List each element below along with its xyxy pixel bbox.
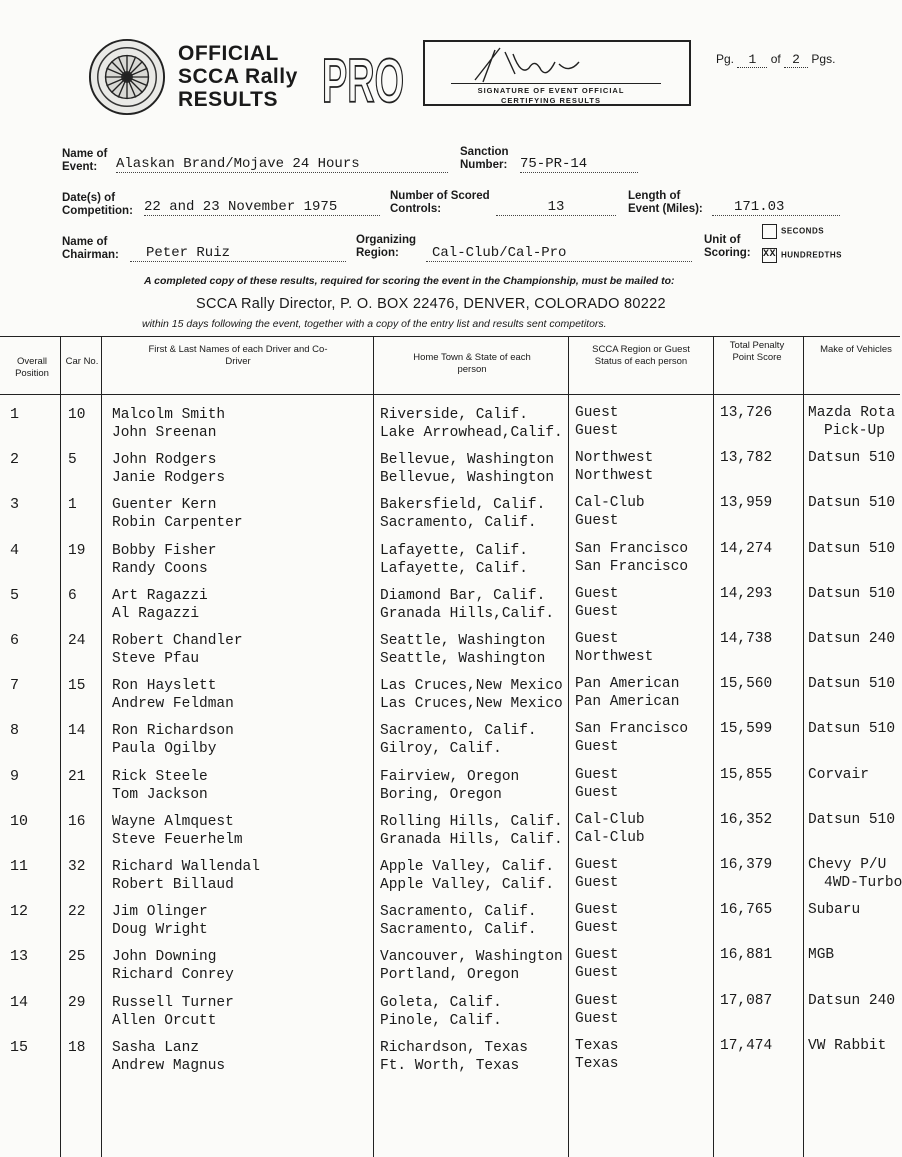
cell-make1: Datsun 510 <box>808 540 896 557</box>
cell-reg1: Guest <box>575 631 619 647</box>
cell-pos: 5 <box>10 586 20 604</box>
cell-car: 21 <box>68 768 86 785</box>
cell-pos: 13 <box>10 948 29 966</box>
event-label: Name of Event: <box>62 148 108 173</box>
cell-town1: Rolling Hills, Calif. <box>380 813 563 830</box>
cell-driver: Bobby Fisher <box>112 542 217 559</box>
cell-town1: Seattle, Washington <box>380 633 546 649</box>
cell-pos: 6 <box>10 632 20 649</box>
cell-pos: 8 <box>10 722 20 740</box>
cell-score: 14,274 <box>720 540 773 557</box>
sanction-label: Sanction Number: <box>460 146 509 171</box>
cell-score: 15,599 <box>720 721 773 738</box>
cell-reg2: Guest <box>575 965 619 982</box>
cell-score: 14,738 <box>720 631 773 647</box>
cell-driver: John Rodgers <box>112 452 217 469</box>
table-top-border <box>0 336 900 337</box>
cell-town2: Portland, Oregon <box>380 967 520 984</box>
cell-make1: Datsun 510 <box>808 450 896 467</box>
unit-label: Unit of Scoring: <box>704 234 751 259</box>
cell-pos: 10 <box>10 812 29 830</box>
cell-pos: 9 <box>10 767 20 785</box>
cell-make1: Datsun 510 <box>808 495 896 512</box>
header-region: SCCA Region or Guest Status of each person <box>592 344 690 367</box>
cell-town1: Bellevue, Washington <box>380 452 555 469</box>
cell-town2: Gilroy, Calif. <box>380 741 502 758</box>
cell-car: 14 <box>68 723 86 740</box>
cell-car: 15 <box>68 678 86 695</box>
cell-town2: Lafayette, Calif. <box>380 560 528 577</box>
cell-make1: Mazda Rota <box>808 405 896 421</box>
cell-car: 10 <box>68 407 86 423</box>
cell-score: 13,959 <box>720 495 773 512</box>
cell-score: 17,474 <box>720 1037 773 1054</box>
cell-reg2: San Francisco <box>575 558 689 575</box>
cell-score: 15,560 <box>720 676 773 693</box>
cell-reg2: Guest <box>575 875 619 891</box>
cell-driver: Richard Wallendal <box>112 859 260 875</box>
cell-score: 16,765 <box>720 902 773 919</box>
cell-codriver: Richard Conrey <box>112 967 234 984</box>
cell-codriver: Andrew Feldman <box>112 696 234 713</box>
dates-field[interactable]: 22 and 23 November 1975 <box>144 199 380 216</box>
cell-make2: 4WD-Turbo <box>824 875 902 891</box>
cell-reg1: Guest <box>575 947 619 964</box>
cell-score: 13,782 <box>720 450 773 467</box>
title-line-1: OFFICIAL <box>178 42 279 65</box>
cell-driver: Robert Chandler <box>112 633 243 649</box>
cell-make1: Chevy P/U <box>808 857 887 873</box>
cell-reg2: Texas <box>575 1055 619 1072</box>
cell-driver: Russell Turner <box>112 994 234 1011</box>
cell-town2: Pinole, Calif. <box>380 1012 502 1029</box>
header-names: First & Last Names of each Driver and Co-Driver <box>148 344 328 367</box>
cell-make1: Datsun 510 <box>808 721 896 738</box>
cell-town2: Sacramento, Calif. <box>380 922 537 939</box>
cell-driver: Wayne Almquest <box>112 813 234 830</box>
cell-town2: Boring, Oregon <box>380 786 502 803</box>
cell-score: 16,352 <box>720 811 773 828</box>
cell-town2: Seattle, Washington <box>380 651 546 667</box>
cell-town1: Las Cruces,New Mexico <box>380 678 563 695</box>
cell-town2: Las Cruces,New Mexico <box>380 696 563 713</box>
form-title <box>178 42 298 111</box>
header-score: Total Penalty Point Score <box>729 340 785 363</box>
cell-make2: Pick-Up <box>824 423 885 439</box>
cell-reg2: Guest <box>575 784 619 801</box>
cell-score: 13,726 <box>720 405 773 421</box>
controls-label: Number of Scored Controls: <box>390 190 490 215</box>
cell-reg1: San Francisco <box>575 721 689 738</box>
cell-reg1: Texas <box>575 1037 619 1054</box>
cell-town1: Apple Valley, Calif. <box>380 859 555 875</box>
dates-label: Date(s) of Competition: <box>62 192 133 217</box>
title-line-2: SCCA Rally <box>178 65 298 88</box>
cell-reg1: San Francisco <box>575 540 689 557</box>
cell-reg2: Guest <box>575 513 619 530</box>
page-current: 1 <box>737 52 767 68</box>
cell-town2: Sacramento, Calif. <box>380 515 537 532</box>
cell-car: 16 <box>68 813 86 830</box>
cell-town2: Ft. Worth, Texas <box>380 1057 520 1074</box>
page-indicator: Pg. 1 of 2 Pgs. <box>716 52 836 67</box>
cell-town1: Sacramento, Calif. <box>380 723 537 740</box>
cell-pos: 2 <box>10 451 20 469</box>
cell-reg2: Guest <box>575 603 619 620</box>
cell-score: 16,379 <box>720 857 773 873</box>
header-car: Car No. <box>65 356 99 367</box>
cell-codriver: Andrew Magnus <box>112 1057 226 1074</box>
cell-driver: John Downing <box>112 949 217 966</box>
unit-option-hundredths[interactable]: XX HUNDREDTHS <box>762 248 842 263</box>
cell-town1: Lafayette, Calif. <box>380 542 528 559</box>
cell-driver: Ron Hayslett <box>112 678 217 695</box>
cell-reg1: Pan American <box>575 676 680 693</box>
cell-town1: Goleta, Calif. <box>380 994 502 1011</box>
cell-codriver: Tom Jackson <box>112 786 208 803</box>
cell-codriver: Steve Pfau <box>112 651 200 667</box>
cell-town1: Vancouver, Washington <box>380 949 563 966</box>
cell-pos: 4 <box>10 541 20 559</box>
cell-reg2: Guest <box>575 920 619 937</box>
length-label: Length of Event (Miles): <box>628 190 703 215</box>
cell-make1: Datsun 240 <box>808 992 896 1009</box>
cell-reg2: Northwest <box>575 468 654 485</box>
signature-box <box>423 40 691 106</box>
region-field[interactable]: Cal-Club/Cal-Pro <box>426 245 692 262</box>
cell-driver: Sasha Lanz <box>112 1039 200 1056</box>
cell-town2: Granada Hills,Calif. <box>380 605 555 622</box>
cell-make1: Subaru <box>808 902 861 919</box>
cell-reg2: Cal-Club <box>575 829 645 846</box>
cell-reg2: Northwest <box>575 649 654 665</box>
chairman-field[interactable]: Peter Ruiz <box>130 245 346 262</box>
cell-driver: Ron Richardson <box>112 723 234 740</box>
cell-car: 22 <box>68 904 86 921</box>
cell-car: 6 <box>68 587 77 604</box>
cell-score: 14,293 <box>720 585 773 602</box>
cell-driver: Art Ragazzi <box>112 587 208 604</box>
mailing-address: SCCA Rally Director, P. O. BOX 22476, DENVER, COLORADO 80222 <box>196 296 666 312</box>
cell-reg1: Guest <box>575 405 619 421</box>
cell-codriver: Randy Coons <box>112 560 208 577</box>
cell-driver: Jim Olinger <box>112 904 208 921</box>
cell-codriver: Steve Feuerhelm <box>112 831 243 848</box>
cell-town2: Apple Valley, Calif. <box>380 877 555 893</box>
cell-reg1: Guest <box>575 585 619 602</box>
sanction-field[interactable]: 75-PR-14 <box>520 156 638 173</box>
cell-pos: 11 <box>10 858 29 875</box>
cell-codriver: Doug Wright <box>112 922 208 939</box>
cell-town2: Bellevue, Washington <box>380 470 555 487</box>
cell-car: 25 <box>68 949 86 966</box>
cell-town2: Granada Hills, Calif. <box>380 831 563 848</box>
cell-reg1: Northwest <box>575 450 654 467</box>
cell-pos: 15 <box>10 1038 29 1056</box>
length-field[interactable]: 171.03 <box>712 199 840 216</box>
cell-driver: Rick Steele <box>112 768 208 785</box>
seconds-checkbox[interactable] <box>762 224 777 239</box>
cell-pos: 7 <box>10 677 20 695</box>
cell-reg1: Cal-Club <box>575 495 645 512</box>
cell-car: 1 <box>68 497 77 514</box>
cell-make1: Datsun 510 <box>808 585 896 602</box>
mailing-instructions: A completed copy of these results, required for scoring the event in the Championship, must be mailed to: <box>144 275 675 287</box>
cell-make1: Datsun 510 <box>808 811 896 828</box>
cell-reg1: Guest <box>575 902 619 919</box>
cell-town1: Bakersfield, Calif. <box>380 497 546 514</box>
table-header-border <box>0 394 900 395</box>
page-total: 2 <box>784 52 808 68</box>
cell-reg2: Pan American <box>575 694 680 711</box>
cell-make1: Datsun 240 <box>808 631 896 647</box>
signature-scrawl <box>455 44 615 84</box>
results-table <box>0 336 900 1157</box>
cell-car: 29 <box>68 994 86 1011</box>
signature-line <box>451 83 661 84</box>
cell-pos: 14 <box>10 993 29 1011</box>
cell-town1: Riverside, Calif. <box>380 407 528 423</box>
cell-town1: Richardson, Texas <box>380 1039 528 1056</box>
cell-reg1: Guest <box>575 857 619 873</box>
pro-logo <box>320 42 406 116</box>
cell-codriver: John Sreenan <box>112 425 217 441</box>
header-hometown: Home Town & State of each person <box>413 352 531 375</box>
scca-wheel-seal-icon <box>88 38 166 116</box>
cell-codriver: Janie Rodgers <box>112 470 226 487</box>
cell-pos: 12 <box>10 903 29 921</box>
cell-reg1: Guest <box>575 766 619 783</box>
chairman-label: Name of Chairman: <box>62 236 119 261</box>
cell-reg2: Guest <box>575 739 619 756</box>
cell-town1: Diamond Bar, Calif. <box>380 587 546 604</box>
cell-town1: Sacramento, Calif. <box>380 904 537 921</box>
title-line-3: RESULTS <box>178 88 278 111</box>
cell-town2: Lake Arrowhead,Calif. <box>380 425 563 441</box>
cell-car: 5 <box>68 452 77 469</box>
region-label: Organizing Region: <box>356 234 417 259</box>
unit-option-seconds[interactable]: SECONDS <box>762 224 824 239</box>
cell-make1: Corvair <box>808 766 869 783</box>
cell-car: 24 <box>68 633 86 649</box>
cell-codriver: Allen Orcutt <box>112 1012 217 1029</box>
cell-codriver: Paula Ogilby <box>112 741 217 758</box>
event-field[interactable]: Alaskan Brand/Mojave 24 Hours <box>116 156 448 173</box>
cell-score: 15,855 <box>720 766 773 783</box>
signature-label: SIGNATURE OF EVENT OFFICIAL CERTIFYING RESULTS <box>477 86 625 105</box>
deadline-note: within 15 days following the event, together with a copy of the entry list and results sent competitors. <box>142 318 607 330</box>
cell-make1: Datsun 510 <box>808 676 896 693</box>
cell-codriver: Robert Billaud <box>112 877 234 893</box>
cell-pos: 3 <box>10 496 20 514</box>
cell-make1: VW Rabbit <box>808 1037 887 1054</box>
cell-codriver: Robin Carpenter <box>112 515 243 532</box>
cell-driver: Malcolm Smith <box>112 407 226 423</box>
cell-reg1: Cal-Club <box>575 811 645 828</box>
cell-car: 18 <box>68 1039 86 1056</box>
cell-reg2: Guest <box>575 423 619 439</box>
pro-logo-text: PRO <box>322 47 404 116</box>
cell-driver: Guenter Kern <box>112 497 217 514</box>
header-make: Make of Vehicles <box>820 344 892 355</box>
header-position: Overall Position <box>15 356 49 379</box>
cell-score: 17,087 <box>720 992 773 1009</box>
cell-pos: 1 <box>10 406 20 423</box>
cell-score: 16,881 <box>720 947 773 964</box>
cell-reg1: Guest <box>575 992 619 1009</box>
cell-town1: Fairview, Oregon <box>380 768 520 785</box>
cell-make1: MGB <box>808 947 835 964</box>
hundredths-checkbox[interactable]: XX <box>762 248 777 263</box>
controls-field[interactable]: 13 <box>496 199 616 216</box>
cell-car: 32 <box>68 859 86 875</box>
cell-codriver: Al Ragazzi <box>112 605 200 622</box>
cell-reg2: Guest <box>575 1010 619 1027</box>
cell-car: 19 <box>68 542 86 559</box>
